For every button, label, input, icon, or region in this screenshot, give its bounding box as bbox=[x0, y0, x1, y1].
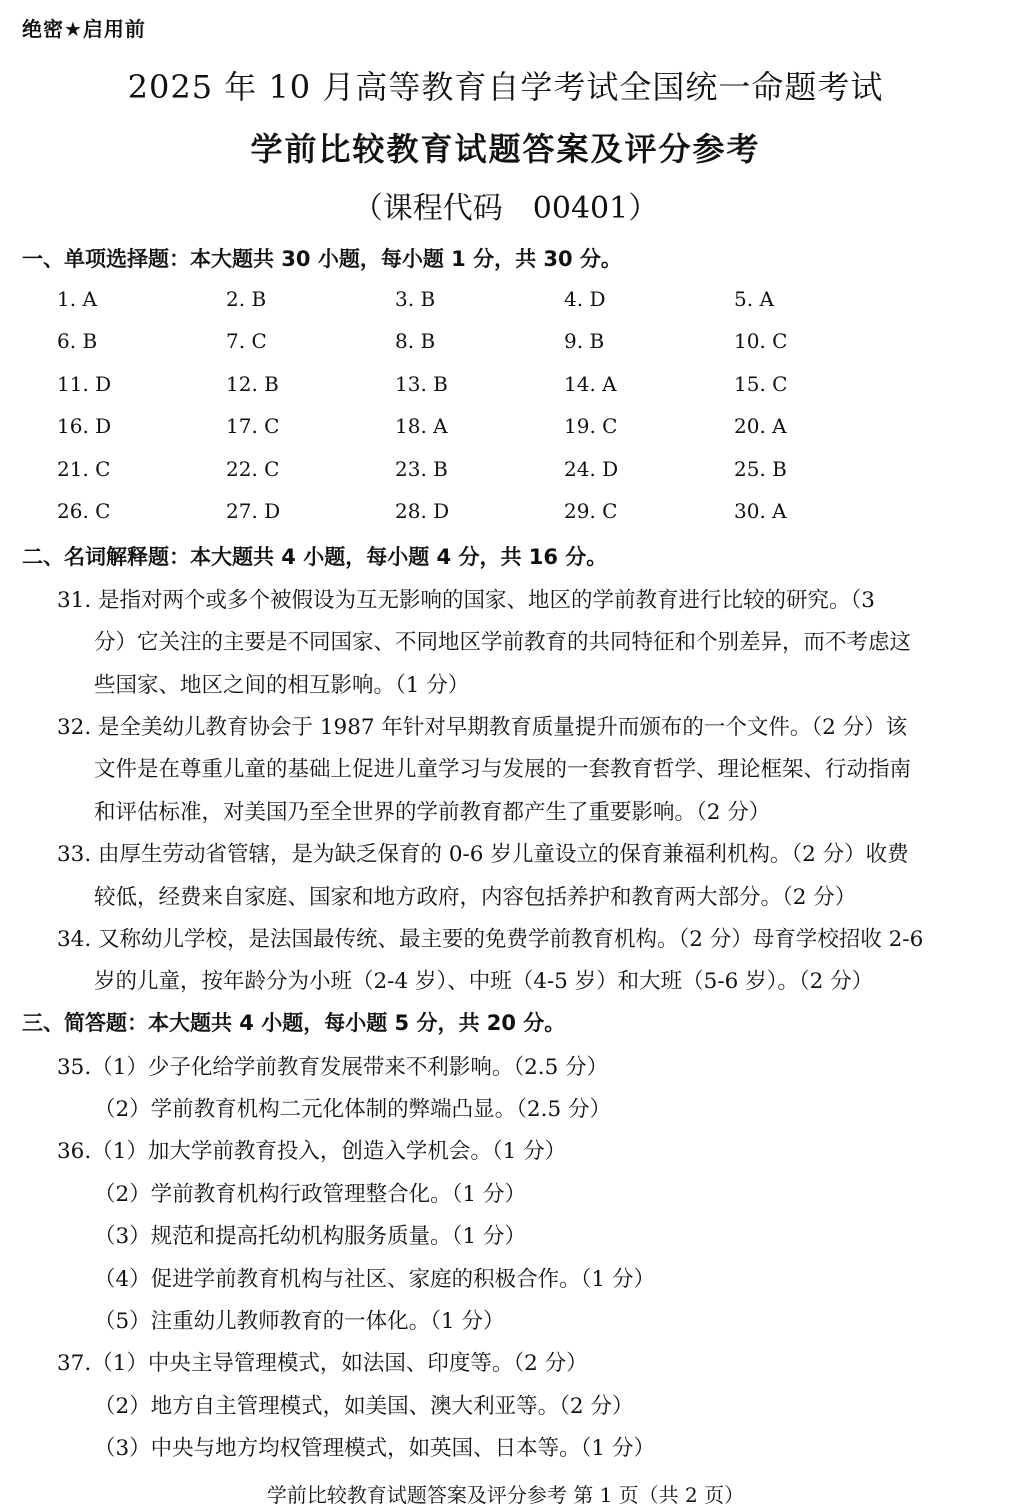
course-code: （课程代码 00401） bbox=[352, 191, 659, 226]
answer-item: 22. C bbox=[226, 457, 280, 481]
answer-line: 些国家、地区之间的相互影响。（1 分） bbox=[94, 673, 470, 698]
answer-line: 35.（1）少子化给学前教育发展带来不利影响。（2.5 分） bbox=[57, 1055, 609, 1080]
answer-line: （2）学前教育机构二元化体制的弊端凸显。（2.5 分） bbox=[94, 1097, 611, 1122]
answer-line: 岁的儿童，按年龄分为小班（2-4 岁）、中班（4-5 岁）和大班（5-6 岁）。（2 分） bbox=[94, 969, 874, 994]
answer-item: 2. B bbox=[226, 287, 267, 311]
answer-item: 29. C bbox=[564, 499, 618, 523]
answer-item: 19. C bbox=[564, 414, 618, 438]
answer-item: 7. C bbox=[226, 329, 267, 353]
exam-title: 2025 年 10 月高等教育自学考试全国统一命题考试 bbox=[127, 68, 884, 106]
answer-line: 36.（1）加大学前教育投入，创造入学机会。（1 分） bbox=[57, 1139, 567, 1164]
section2-heading: 二、名词解释题：本大题共 4 小题，每小题 4 分，共 16 分。 bbox=[22, 545, 608, 569]
answer-item: 20. A bbox=[734, 414, 787, 438]
answer-item: 27. D bbox=[226, 499, 281, 523]
answer-item: 9. B bbox=[564, 329, 605, 353]
answer-item: 18. A bbox=[395, 414, 448, 438]
section3-heading: 三、简答题：本大题共 4 小题，每小题 5 分，共 20 分。 bbox=[22, 1011, 566, 1035]
answer-item: 21. C bbox=[57, 457, 111, 481]
answer-item: 28. D bbox=[395, 499, 450, 523]
answer-item: 25. B bbox=[734, 457, 787, 481]
answer-line: （3）规范和提高托幼机构服务质量。（1 分） bbox=[94, 1224, 526, 1249]
answer-line: 32. 是全美幼儿教育协会于 1987 年针对早期教育质量提升而颁布的一个文件。（2 分）该 bbox=[57, 715, 908, 740]
answer-item: 23. B bbox=[395, 457, 448, 481]
answer-line: 文件是在尊重儿童的基础上促进儿童学习与发展的一套教育哲学、理论框架、行动指南 bbox=[94, 757, 912, 782]
answer-line: 34. 又称幼儿学校，是法国最传统、最主要的免费学前教育机构。（2 分）母育学校招收 2-6 bbox=[57, 927, 924, 952]
answer-item: 30. A bbox=[734, 499, 787, 523]
answer-item: 1. A bbox=[57, 287, 97, 311]
answer-item: 12. B bbox=[226, 372, 279, 396]
answer-line: （3）中央与地方均权管理模式，如英国、日本等。（1 分） bbox=[94, 1436, 655, 1461]
answer-item: 13. B bbox=[395, 372, 448, 396]
answer-item: 17. C bbox=[226, 414, 280, 438]
answer-line: 和评估标准，对美国乃至全世界的学前教育都产生了重要影响。（2 分） bbox=[94, 800, 771, 825]
answer-item: 16. D bbox=[57, 414, 112, 438]
answer-line: 37.（1）中央主导管理模式，如法国、印度等。（2 分） bbox=[57, 1351, 588, 1376]
answer-item: 3. B bbox=[395, 287, 436, 311]
answer-item: 5. A bbox=[734, 287, 774, 311]
answer-item: 26. C bbox=[57, 499, 111, 523]
answer-item: 11. D bbox=[57, 372, 112, 396]
answer-line: （2）学前教育机构行政管理整合化。（1 分） bbox=[94, 1182, 526, 1207]
answer-line: （4）促进学前教育机构与社区、家庭的积极合作。（1 分） bbox=[94, 1267, 655, 1292]
answer-item: 10. C bbox=[734, 329, 788, 353]
answer-line: 33. 由厚生劳动省管辖，是为缺乏保育的 0-6 岁儿童设立的保育兼福利机构。（2 分）收费 bbox=[57, 842, 909, 867]
answer-line: 31. 是指对两个或多个被假设为互无影响的国家、地区的学前教育进行比较的研究。（3 bbox=[57, 588, 875, 613]
answer-line: 较低，经费来自家庭、国家和地方政府，内容包括养护和教育两大部分。（2 分） bbox=[94, 885, 857, 910]
section1-heading: 一、单项选择题：本大题共 30 小题，每小题 1 分，共 30 分。 bbox=[22, 247, 622, 271]
answer-item: 4. D bbox=[564, 287, 606, 311]
answer-item: 6. B bbox=[57, 329, 98, 353]
answer-item: 15. C bbox=[734, 372, 788, 396]
page-footer: 学前比较教育试题答案及评分参考 第 1 页（共 2 页） bbox=[266, 1483, 745, 1507]
answer-item: 8. B bbox=[395, 329, 436, 353]
document-title: 学前比较教育试题答案及评分参考 bbox=[250, 130, 761, 168]
classification-label: 绝密★启用前 bbox=[22, 17, 146, 41]
answer-item: 14. A bbox=[564, 372, 617, 396]
answer-item: 24. D bbox=[564, 457, 619, 481]
answer-line: （5）注重幼儿教师教育的一体化。（1 分） bbox=[94, 1309, 505, 1334]
answer-line: （2）地方自主管理模式，如美国、澳大利亚等。（2 分） bbox=[94, 1394, 634, 1419]
answer-line: 分）它关注的主要是不同国家、不同地区学前教育的共同特征和个别差异，而不考虑这 bbox=[94, 630, 912, 655]
